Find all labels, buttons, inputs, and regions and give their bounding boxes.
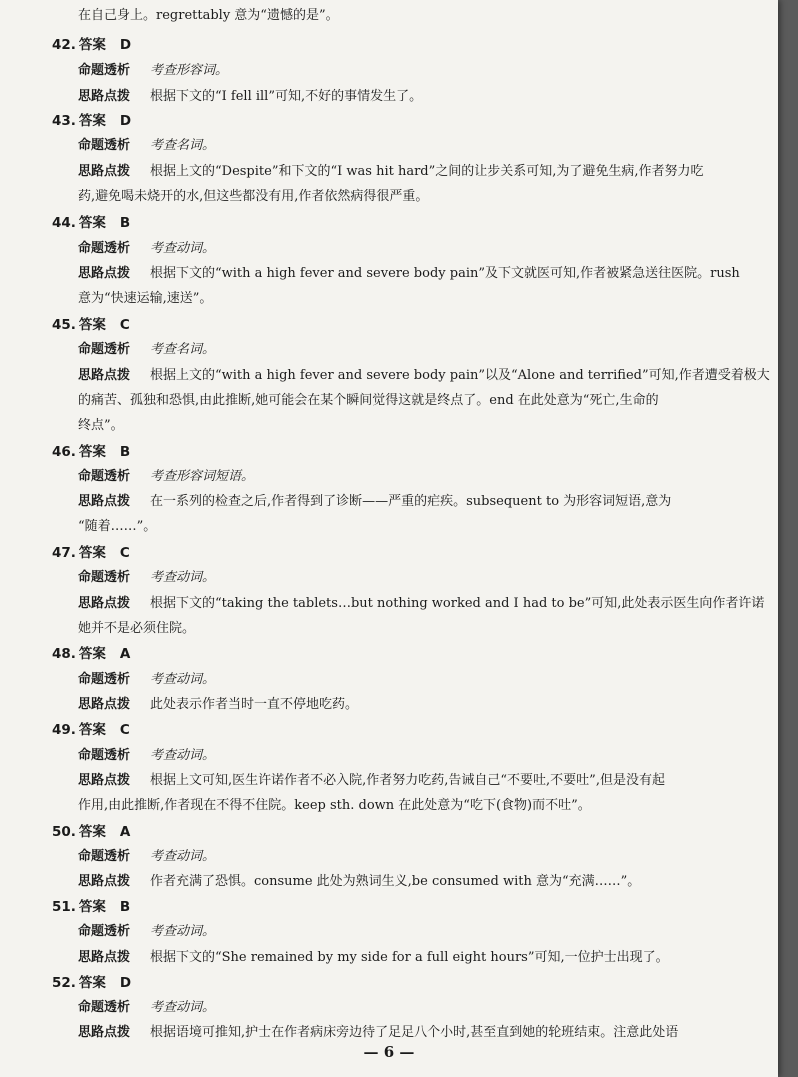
question-number: 43.: [52, 113, 76, 129]
answer-value: A: [119, 646, 131, 662]
question-number: 48.: [52, 646, 76, 662]
answer-header-50: [52, 822, 758, 842]
hint-continuation-44: 意为“快速运输,速送”。: [78, 291, 213, 306]
answer-value: B: [119, 215, 131, 231]
analysis-text: 考查名词。: [150, 138, 216, 153]
answer-label: 答案: [78, 317, 106, 333]
analysis-line-52: [78, 998, 758, 1018]
answer-value: D: [119, 37, 132, 53]
analysis-label: 命题透析: [78, 672, 131, 687]
hint-label: 思路点拨: [78, 494, 131, 509]
answer-value: C: [119, 545, 130, 561]
analysis-text: 考查动词。: [150, 1000, 216, 1015]
hint-continuation-47: 她并不是必须住院。: [78, 621, 196, 636]
question-number: 44.: [52, 215, 76, 231]
hint-line-50: [78, 872, 758, 892]
hint-text: 根据下文的“with a high fever and severe body pain”及下文就医可知,作者被紧急送往医院。rush: [150, 266, 740, 281]
answer-header-45: [52, 315, 758, 335]
answer-label: 答案: [78, 824, 106, 840]
question-number: 52.: [52, 975, 76, 991]
answer-value: D: [119, 975, 132, 991]
question-number: 51.: [52, 899, 76, 915]
analysis-line-42: [78, 61, 758, 81]
hint-label: 思路点拨: [78, 950, 131, 965]
answer-label: 答案: [78, 545, 106, 561]
analysis-line-47: [78, 568, 758, 588]
analysis-label: 命题透析: [78, 241, 131, 256]
answer-header-44: [52, 213, 758, 233]
hint-line-46: [78, 492, 758, 512]
analysis-label: 命题透析: [78, 748, 131, 763]
hint-text: 根据语境可推知,护士在作者病床旁边待了足足八个小时,甚至直到她的轮班结束。注意此处语: [150, 1025, 679, 1040]
analysis-line-46: [78, 467, 758, 487]
analysis-text: 考查动词。: [150, 241, 216, 256]
hint-label: 思路点拨: [78, 874, 131, 889]
analysis-line-43: [78, 136, 758, 156]
question-number: 47.: [52, 545, 76, 561]
answer-value: D: [119, 113, 132, 129]
top-continuation-line: 在自己身上。regrettably 意为“遗憾的是”。: [78, 8, 339, 23]
analysis-line-48: [78, 670, 758, 690]
analysis-text: 考查形容词。: [150, 63, 229, 78]
question-number: 42.: [52, 37, 76, 53]
analysis-line-44: [78, 239, 758, 259]
hint-continuation-46: “随着……”。: [78, 519, 157, 534]
hint-label: 思路点拨: [78, 89, 131, 104]
hint-label: 思路点拨: [78, 368, 131, 383]
hint-continuation-49: 作用,由此推断,作者现在不得不住院。keep sth. down 在此处意为“吃下(食物)而不吐”。: [78, 798, 591, 813]
answer-header-48: [52, 644, 758, 664]
answer-value: A: [119, 824, 131, 840]
answer-value: B: [119, 444, 131, 460]
hint-label: 思路点拨: [78, 164, 131, 179]
analysis-text: 考查动词。: [150, 672, 216, 687]
hint-line-43: [78, 162, 758, 182]
analysis-text: 考查动词。: [150, 924, 216, 939]
hint-text: 在一系列的检查之后,作者得到了诊断——严重的疟疾。subsequent to 为形容词短语,意为: [150, 494, 672, 509]
answer-value: C: [119, 722, 130, 738]
analysis-line-45: [78, 340, 758, 360]
hint-line-45: [78, 366, 770, 386]
hint-label: 思路点拨: [78, 1025, 131, 1040]
analysis-label: 命题透析: [78, 924, 131, 939]
question-number: 50.: [52, 824, 76, 840]
answer-header-42: [52, 35, 758, 55]
answer-value: C: [119, 317, 130, 333]
answer-label: 答案: [78, 722, 106, 738]
analysis-text: 考查名词。: [150, 342, 216, 357]
hint-text: 根据上文的“with a high fever and severe body pain”以及“Alone and terrified”可知,作者遭受着极大: [150, 368, 770, 383]
answer-header-49: [52, 720, 758, 740]
hint-text: 根据上文可知,医生许诺作者不必入院,作者努力吃药,告诫自己“不要吐,不要吐”,但是没有起: [150, 773, 665, 788]
hint-continuation-43: 药,避免喝未烧开的水,但这些都没有用,作者依然病得很严重。: [78, 189, 429, 204]
answer-value: B: [119, 899, 131, 915]
analysis-line-50: [78, 847, 758, 867]
answer-label: 答案: [78, 444, 106, 460]
answer-header-51: [52, 897, 758, 917]
analysis-label: 命题透析: [78, 138, 131, 153]
hint-text: 根据下文的“I fell ill”可知,不好的事情发生了。: [150, 89, 423, 104]
answer-label: 答案: [78, 646, 106, 662]
hint-text: 根据上文的“Despite”和下文的“I was hit hard”之间的让步关系可知,为了避免生病,作者努力吃: [150, 164, 704, 179]
question-number: 49.: [52, 722, 76, 738]
hint-text: 此处表示作者当时一直不停地吃药。: [150, 697, 359, 712]
answer-header-43: [52, 111, 758, 131]
analysis-label: 命题透析: [78, 1000, 131, 1015]
analysis-text: 考查动词。: [150, 748, 216, 763]
answer-label: 答案: [78, 899, 106, 915]
hint-continuation-45b: 终点”。: [78, 418, 124, 433]
answer-label: 答案: [78, 37, 106, 53]
answer-header-47: [52, 543, 758, 563]
hint-line-51: [78, 948, 758, 968]
answer-header-52: [52, 973, 758, 993]
hint-text: 根据下文的“She remained by my side for a full eight hours”可知,一位护士出现了。: [150, 950, 669, 965]
answer-header-46: [52, 442, 758, 462]
answer-label: 答案: [78, 975, 106, 991]
hint-label: 思路点拨: [78, 596, 131, 611]
hint-line-42: [78, 87, 758, 107]
analysis-text: 考查动词。: [150, 849, 216, 864]
answer-label: 答案: [78, 215, 106, 231]
hint-text: 根据下文的“taking the tablets…but nothing worked and I had to be”可知,此处表示医生向作者许诺: [150, 596, 765, 611]
analysis-line-49: [78, 746, 758, 766]
analysis-label: 命题透析: [78, 342, 131, 357]
analysis-text: 考查动词。: [150, 570, 216, 585]
hint-label: 思路点拨: [78, 773, 131, 788]
hint-label: 思路点拨: [78, 697, 131, 712]
hint-line-49: [78, 771, 758, 791]
hint-text: 作者充满了恐惧。consume 此处为熟词生义,be consumed with 意为“充满……”。: [150, 874, 641, 889]
hint-label: 思路点拨: [78, 266, 131, 281]
hint-line-52: [78, 1023, 758, 1043]
hint-line-44: [78, 264, 758, 284]
page-number: — 6 —: [363, 1043, 415, 1061]
analysis-label: 命题透析: [78, 849, 131, 864]
answer-label: 答案: [78, 113, 106, 129]
analysis-label: 命题透析: [78, 469, 131, 484]
question-number: 45.: [52, 317, 76, 333]
analysis-text: 考查形容词短语。: [150, 469, 255, 484]
question-number: 46.: [52, 444, 76, 460]
analysis-line-51: [78, 922, 758, 942]
analysis-label: 命题透析: [78, 63, 131, 78]
hint-line-48: [78, 695, 758, 715]
hint-continuation-45: 的痛苦、孤独和恐惧,由此推断,她可能会在某个瞬间觉得这就是终点了。end 在此处意为“死亡,生命的: [78, 393, 659, 408]
analysis-label: 命题透析: [78, 570, 131, 585]
hint-line-47: [78, 594, 765, 614]
